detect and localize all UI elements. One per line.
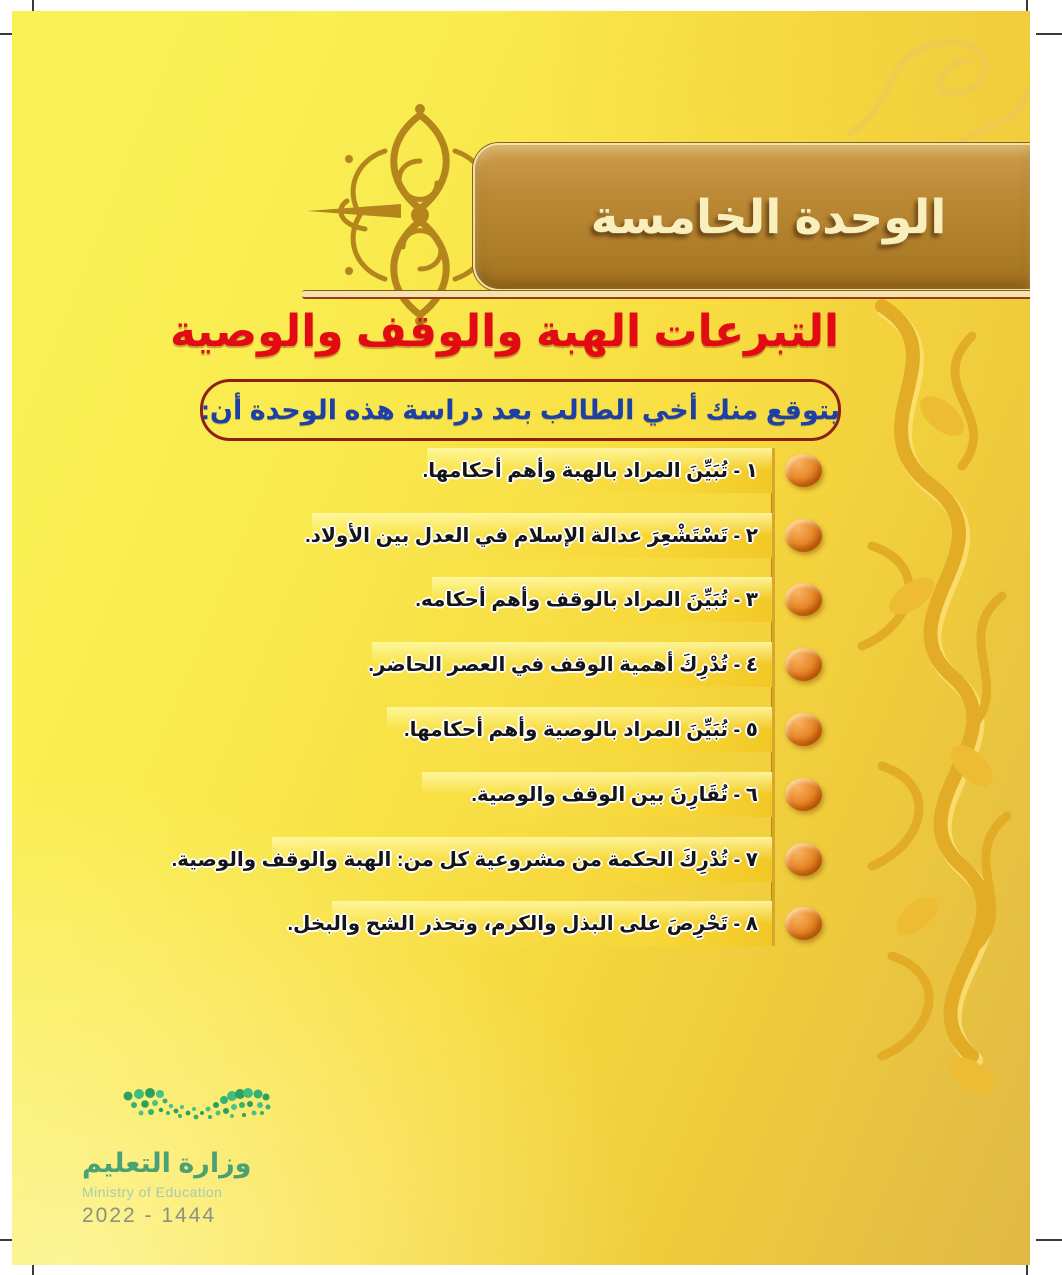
objective-text: ١ - تُبَيِّنَ المراد بالهبة وأهم أحكامها. <box>422 460 758 482</box>
ministry-of-education-logo <box>70 1086 280 1236</box>
objective-row <box>12 901 1030 946</box>
objective-row <box>12 707 1030 752</box>
bullet-bead-icon <box>785 843 822 876</box>
crop-mark <box>1036 1239 1062 1241</box>
objective-stripe <box>422 448 772 493</box>
objective-row <box>12 448 1030 493</box>
objective-row <box>12 772 1030 817</box>
expectation-box <box>200 379 841 441</box>
objective-stripe <box>422 772 772 817</box>
objective-text: ٢ - تَسْتَشْعِرَ عدالة الإسلام في العدل بين الأولاد. <box>305 525 758 547</box>
objective-stripe <box>287 901 772 946</box>
unit-banner-title: الوحدة الخامسة <box>590 190 947 243</box>
moe-logo-years: 2022 - 1444 <box>82 1204 217 1227</box>
objective-row <box>12 513 1030 558</box>
bullet-bead-icon <box>785 713 822 746</box>
moe-logo-arabic-wordmark: وزارة التعليم <box>82 1148 252 1178</box>
bullet-bead-icon <box>785 519 822 552</box>
corner-swirl-ornament-icon <box>840 13 1030 153</box>
bullet-bead-icon <box>785 648 822 681</box>
bullet-bead-icon <box>785 454 822 487</box>
objective-row <box>12 837 1030 882</box>
objective-text: ٤ - تُدْرِكَ أهمية الوقف في العصر الحاضر. <box>368 654 758 676</box>
moe-logo-english-wordmark: Ministry of Education <box>82 1184 223 1200</box>
objective-text: ٨ - تَحْرِصَ على البذل والكرم، وتحذر الشح والبخل. <box>287 913 758 935</box>
objective-text: ٥ - تُبَيِّنَ المراد بالوصية وأهم أحكامها. <box>404 719 758 741</box>
objective-row <box>12 577 1030 622</box>
objective-text: ٧ - تُدْرِكَ الحكمة من مشروعية كل من: الهبة والوقف والوصية. <box>171 849 758 871</box>
objective-stripe <box>387 707 772 752</box>
objective-stripe <box>415 577 772 622</box>
bullet-bead-icon <box>785 907 822 940</box>
crop-mark <box>1036 33 1062 35</box>
objective-stripe <box>368 642 772 687</box>
objective-stripe <box>305 513 772 558</box>
bullet-bead-icon <box>785 778 822 811</box>
expectation-text: يتوقع منك أخي الطالب بعد دراسة هذه الوحدة أن: <box>200 394 841 425</box>
banner-underline <box>302 290 1030 299</box>
objective-text: ٣ - تُبَيِّنَ المراد بالوقف وأهم أحكامه. <box>415 589 758 611</box>
unit-banner <box>473 143 1030 291</box>
moe-logo-dots-icon <box>118 1086 278 1146</box>
objective-text: ٦ - تُقَارِنَ بين الوقف والوصية. <box>471 784 758 806</box>
bullet-bead-icon <box>785 583 822 616</box>
objective-row <box>12 642 1030 687</box>
unit-title: التبرعات الهبة والوقف والوصية <box>169 307 840 356</box>
page-background <box>12 11 1030 1265</box>
objective-stripe <box>171 837 772 882</box>
